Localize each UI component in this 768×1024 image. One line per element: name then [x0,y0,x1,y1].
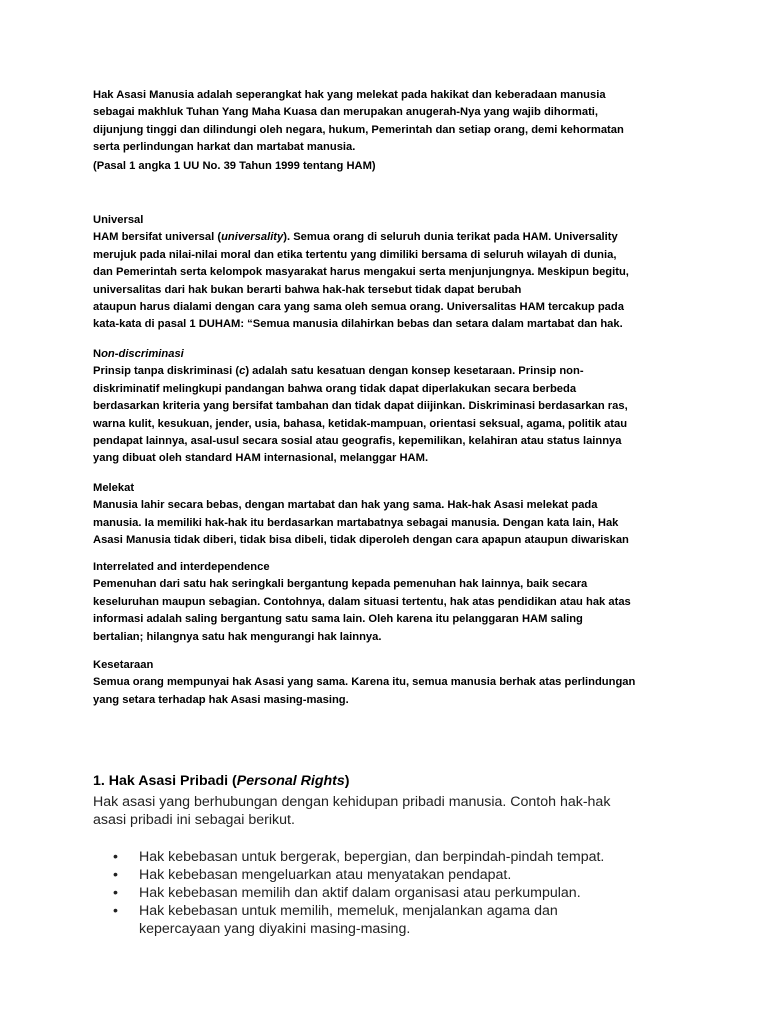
paragraph-line: merujuk pada nilai-nilai moral dan etika tertentu yang dimiliki bersama di seluruh wilayah di dunia, [93,248,617,261]
intro-line: sebagai makhluk Tuhan Yang Maha Kuasa dan merupakan anugerah-Nya yang wajib dihormati, [93,106,599,119]
pribadi-bullet-list [113,848,673,938]
list-item: • Hak kebebasan mengeluarkan atau menyatakan pendapat. [113,867,512,883]
paragraph-line: warna kulit, kesukuan, jender, usia, bahasa, ketidak-mampuan, orientasi seksual, agama, politik atau [93,417,628,430]
paragraph-line: keseluruhan maupun sebagian. Contohnya, dalam situasi tertentu, hak atas pendidikan atau hak atas [93,595,631,608]
paragraph-line: kata-kata di pasal 1 DUHAM: “Semua manusia dilahirkan bebas dan setara dalam martabat dan hak. [93,318,623,331]
paragraph-line: HAM bersifat universal (universality). Semua orang di seluruh dunia terikat pada HAM. Universality [93,231,618,244]
paragraph-line: dan Pemerintah serta kelompok masyarakat harus mengakui serta menjunjungnya. Meskipun begitu, [93,266,629,279]
paragraph-line: yang dibuat oleh standard HAM internasional, melanggar HAM. [93,452,429,465]
section-heading: Melekat [93,482,135,494]
bullet-icon: • [113,885,118,901]
paragraph-line: Hak asasi yang berhubungan dengan kehidupan pribadi manusia. Contoh hak-hak [93,794,611,810]
paragraph-line: pendapat lainnya, asal-usul secara sosial atau geografis, kepemilikan, kelahiran atau status lainnya [93,435,622,448]
paragraph-line: informasi adalah saling bergantung satu sama lain. Oleh karena itu pelanggaran HAM saling [93,613,583,626]
section-interrelated [93,559,631,646]
pribadi-intro [93,793,693,829]
pasal-citation: (Pasal 1 angka 1 UU No. 39 Tahun 1999 tentang HAM) [93,160,376,172]
bullet-icon: • [113,867,118,883]
bullet-icon: • [113,903,118,919]
intro-line: serta perlindungan harkat dan martabat manusia. [93,141,356,154]
list-item: • Hak kebebasan untuk memilih, memeluk, menjalankan agama dan kepercayaan yang diyakini masing-masing. [113,903,558,937]
paragraph-line: Pemenuhan dari satu hak seringkali bergantung kepada pemenuhan hak lainnya, baik secara [93,578,588,591]
section-nondiskriminasi [93,346,628,468]
paragraph-line: Manusia lahir secara bebas, dengan martabat dan hak yang sama. Hak-hak Asasi melekat pada [93,499,598,512]
paragraph-line: yang setara terhadap hak Asasi masing-masing. [93,693,349,706]
section-heading: Kesetaraan [93,659,154,671]
paragraph-line: asasi pribadi ini sebagai berikut. [93,812,295,828]
paragraph-line: Asasi Manusia tidak diberi, tidak bisa dibeli, tidak diperoleh dengan cara apapun ataupun diwariskan [93,534,629,547]
section-heading: Universal [93,214,144,226]
paragraph-line: diskriminatif melingkupi pandangan bahwa orang tidak dapat diperlakukan secara berbeda [93,382,577,395]
pribadi-heading: 1. Hak Asasi Pribadi (Personal Rights) [93,773,350,789]
section-heading: Interrelated and interdependence [93,561,270,573]
paragraph-line: manusia. Ia memiliki hak-hak itu berdasarkan martabatnya sebagai manusia. Dengan kata lain, Hak [93,516,619,529]
list-item: • Hak kebebasan memilih dan aktif dalam organisasi atau perkumpulan. [113,885,581,901]
paragraph-line: bertalian; hilangnya satu hak mengurangi hak lainnya. [93,630,382,643]
bullet-icon: • [113,849,118,865]
section-kesetaraan [93,657,635,709]
section-heading: Non-discriminasi [93,348,184,360]
paragraph-line: Prinsip tanpa diskriminasi (c) adalah satu kesatuan dengan konsep kesetaraan. Prinsip non- [93,365,584,378]
intro-line: dijunjung tinggi dan dilindungi oleh negara, hukum, Pemerintah dan setiap orang, demi kehormatan [93,123,624,136]
paragraph-line: ataupun harus dialami dengan cara yang sama oleh semua orang. Universalitas HAM tercakup pada [93,301,624,314]
section-universal [93,212,629,334]
paragraph-line: universalitas dari hak bukan berarti bahwa hak-hak tersebut tidak dapat berubah [93,283,522,296]
paragraph-line: Semua orang mempunyai hak Asasi yang sama. Karena itu, semua manusia berhak atas perlindungan [93,676,636,689]
intro-line: Hak Asasi Manusia adalah seperangkat hak yang melekat pada hakikat dan keberadaan manusia [93,89,606,101]
paragraph-line: berdasarkan kriteria yang bersifat tambahan dan tidak dapat diijinkan. Diskriminasi berdasarkan ras, [93,400,628,413]
intro-paragraph [93,87,624,157]
section-melekat [93,480,629,550]
list-item: • Hak kebebasan untuk bergerak, bepergian, dan berpindah-pindah tempat. [113,849,605,865]
